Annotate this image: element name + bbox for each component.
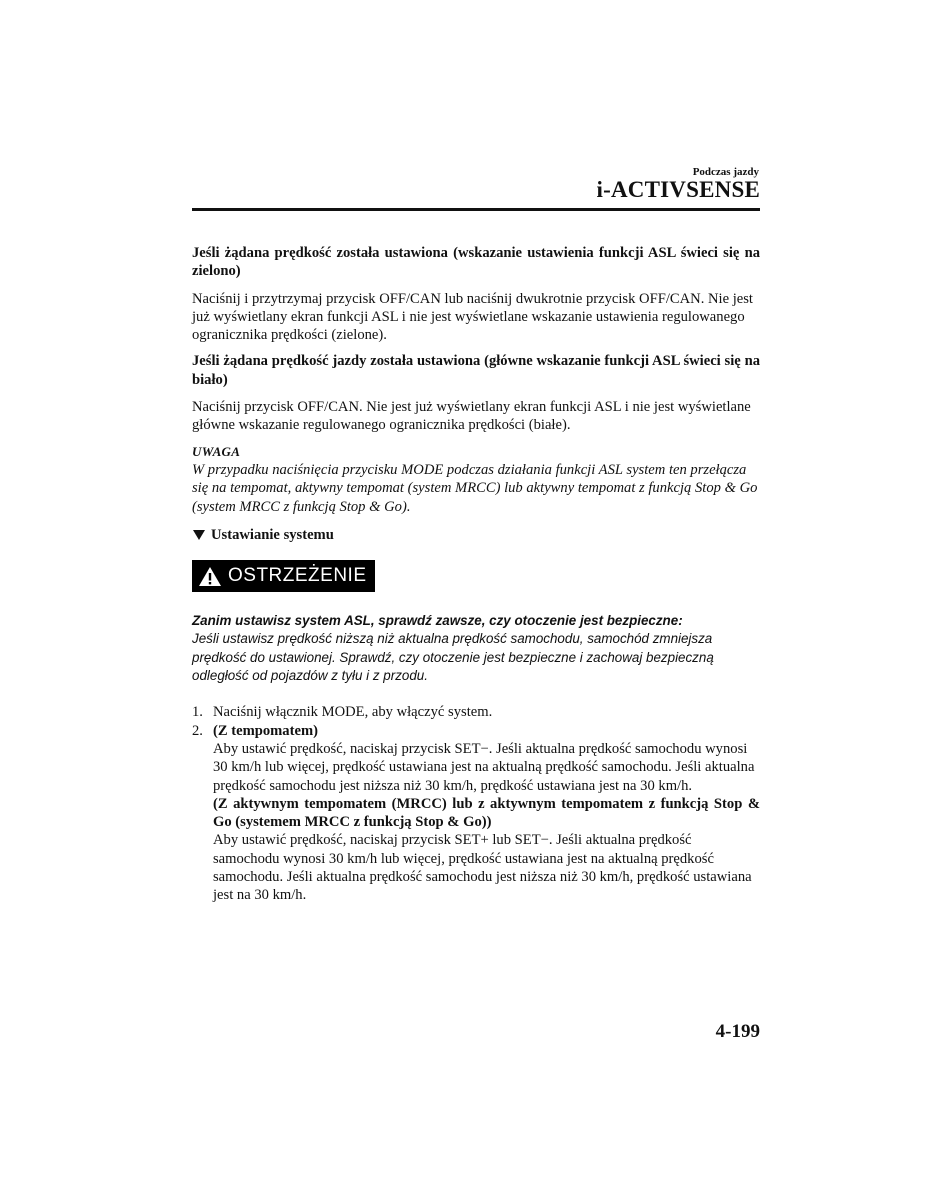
section-label: Podczas jazdy [692, 166, 759, 178]
step-subheading-cruise: (Z tempomatem) [213, 722, 318, 739]
page-number: 4-199 [715, 1021, 760, 1042]
step-number: 2. [192, 722, 203, 739]
header-divider [192, 208, 760, 211]
step-text-mrcc: Aby ustawić prędkość, naciskaj przycisk SET+ lub SET−. Jeśli aktualna prędkość samochodu wynosi 30 km/h lub więcej, prędkość ustawiana jest na aktualną prędkość samochodu. Jeśli aktualna prędkość samochodu jest niższa niż 30 km/h, prędkość ustawiana jest na 30 km/h. [213, 832, 752, 904]
note-text: W przypadku naciśnięcia przycisku MODE podczas działania funkcji ASL system ten przełącza się na tempomat, aktywny tempomat (system MRCC) lub aktywny tempomat z funkcją Stop & Go (system MRCC z funkcją Stop & Go). [192, 461, 758, 515]
setup-heading [192, 526, 760, 544]
warning-text: Jeśli ustawisz prędkość niższą niż aktualna prędkość samochodu, samochód zmniejsza prędkość do ustawionej. Sprawdź, czy otoczenie jest bezpieczne i zachowaj bezpieczną odległość od pojazdów z tyłu i z przodu. [192, 631, 714, 684]
warning-label: OSTRZEŻENIE [228, 565, 367, 586]
content-area [192, 244, 760, 905]
paragraph-cancel-green: Naciśnij i przytrzymaj przycisk OFF/CAN lub naciśnij dwukrotnie przycisk OFF/CAN. Nie jest już wyświetlany ekran funkcji ASL i nie jest wyświetlane wskazanie ustawienia regulowanego ogranicznika prędkości (zielone). [192, 290, 753, 344]
subheading-white-indicator: Jeśli żądana prędkość jazdy została ustawiona (główne wskazanie funkcji ASL świeci się na biało) [192, 353, 760, 388]
warning-body [192, 612, 760, 685]
chapter-title: i-ACTIVSENSE [596, 177, 760, 202]
step-number: 1. [192, 704, 203, 721]
subheading-green-indicator: Jeśli żądana prędkość została ustawiona (wskazanie ustawienia funkcji ASL świeci się na zielono) [192, 245, 760, 280]
triangle-down-icon [193, 530, 205, 540]
note-title: UWAGA [192, 443, 241, 459]
warning-lead: Zanim ustawisz system ASL, sprawdź zawsze, czy otoczenie jest bezpieczne: [192, 613, 683, 629]
list-item [192, 703, 760, 721]
setup-heading-label: Ustawianie systemu [211, 526, 334, 543]
step-text: Naciśnij włącznik MODE, aby włączyć system. [213, 704, 493, 721]
paragraph-cancel-white: Naciśnij przycisk OFF/CAN. Nie jest już wyświetlany ekran funkcji ASL i nie jest wyświetlane główne wskazanie regulowanego ogranicznika prędkości (białe). [192, 399, 751, 434]
warning-banner [192, 560, 375, 592]
warning-triangle-icon [198, 566, 222, 587]
steps-list [192, 703, 760, 904]
step-subheading-mrcc: (Z aktywnym tempomatem (MRCC) lub z aktywnym tempomatem z funkcją Stop & Go (systemem MRCC z funkcją Stop & Go)) [213, 795, 760, 831]
step-text-cruise: Aby ustawić prędkość, naciskaj przycisk SET−. Jeśli aktualna prędkość samochodu wynosi 30 km/h lub więcej, prędkość ustawiana jest na aktualną prędkość samochodu. Jeśli aktualna prędkość samochodu jest niższa niż 30 km/h, prędkość ustawiana jest na 30 km/h. [213, 740, 755, 794]
list-item [192, 722, 760, 905]
